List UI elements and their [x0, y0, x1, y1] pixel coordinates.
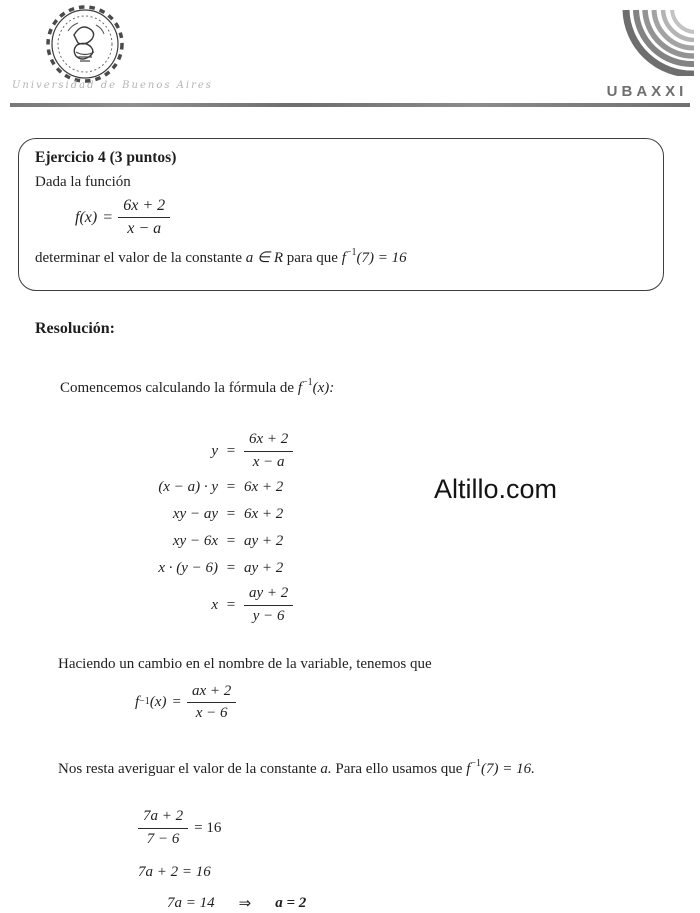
step3-constant: a. — [320, 761, 332, 777]
seal-caption: Universidad de Buenos Aires — [12, 80, 213, 91]
ubaxxi-wordmark: UBAXXI — [606, 83, 688, 100]
derivation-block — [124, 428, 293, 628]
implies-arrow: ⇒ — [238, 895, 252, 912]
ubaxxi-logo — [600, 8, 694, 100]
inverse-formula — [135, 683, 236, 723]
function-definition — [75, 197, 647, 239]
inverse-exponent: −1 — [345, 246, 357, 258]
equals-sign: = — [226, 533, 236, 549]
derivation-row: (x − a) · y = 6x + 2 — [158, 479, 284, 495]
final-result: a = 2 — [275, 894, 307, 911]
final-row-2: 7a + 2 = 16 — [138, 863, 211, 880]
derivation-row: xy − ay = 6x + 2 — [172, 506, 284, 522]
equals-sign: = — [226, 596, 236, 613]
question-text-1: determinar el valor de la constante — [35, 249, 242, 266]
final-row-3 — [138, 892, 306, 913]
inverse-f: f — [297, 380, 303, 396]
step3-text-1: Nos resta averiguar el valor de la constante — [58, 761, 317, 777]
final-computation — [138, 805, 306, 913]
derivation-row: y = $\frac{6x + 2}{x - a}$ — [124, 428, 293, 474]
solution-step3-text — [58, 759, 535, 778]
university-seal-icon — [30, 5, 140, 83]
university-seal — [30, 5, 140, 83]
question-text-2: para que — [286, 249, 338, 266]
watermark: Altillo.com — [434, 474, 558, 504]
question-condition: (7) = 16 — [356, 249, 407, 266]
fraction: $\frac{7a + 2}{7 - 6}$ — [138, 808, 188, 848]
equals-sign: = — [226, 442, 236, 459]
final-rhs-1: = 16 — [194, 819, 222, 836]
inverse-exponent: −1 — [139, 696, 150, 708]
fraction: $\frac{ay + 2}{y - 6}$ — [244, 585, 293, 625]
step3-condition: (7) = 16. — [481, 761, 535, 777]
solution-step2-text: Haciendo un cambio en el nombre de la variable, tenemos que — [58, 656, 432, 672]
solution-heading: Resolución: — [35, 320, 115, 337]
equals-sign: = — [172, 694, 181, 711]
solution-step1-text — [60, 378, 334, 397]
derivation-row: xy − 6x = ay + 2 — [172, 533, 284, 549]
equals-sign: = — [226, 479, 236, 495]
function-lhs: f(x) — [75, 208, 98, 226]
equals-sign: = — [226, 506, 236, 522]
step3-text-2: Para ello usamos que — [335, 761, 463, 777]
question-constant: a ∈ R — [245, 249, 283, 266]
function-fraction — [118, 197, 170, 239]
exercise-box — [18, 138, 664, 291]
equals-sign: = — [103, 208, 113, 226]
inverse-exponent: −1 — [470, 758, 482, 769]
final-row-1 — [138, 805, 306, 851]
inverse-arg: (x) — [149, 694, 167, 711]
header-divider — [10, 103, 690, 107]
derivation-row: x · (y − 6) = ay + 2 — [158, 560, 284, 576]
step1-arg: (x): — [312, 380, 335, 396]
inverse-f: f — [135, 694, 140, 711]
derivation-row: x = $\frac{ay + 2}{y - 6}$ — [124, 582, 293, 628]
fraction-numerator: 6x + 2 — [118, 197, 170, 218]
fraction: $\frac{6x + 2}{x - a}$ — [244, 431, 293, 471]
exercise-title: Ejercicio 4 (3 puntos) — [35, 149, 177, 166]
equals-sign: = — [226, 560, 236, 576]
exercise-intro: Dada la función — [35, 174, 131, 190]
fraction: $\frac{ax + 2}{x - 6}$ — [187, 683, 236, 723]
fraction-denominator: x − a — [127, 220, 162, 238]
inverse-f: f — [341, 249, 346, 266]
step1-text: Comencemos calculando la fórmula de — [60, 380, 295, 396]
final-lhs: 7a = 14 — [167, 894, 215, 911]
exercise-question — [35, 248, 647, 267]
inverse-f: f — [466, 761, 471, 777]
ubaxxi-arcs-icon — [600, 8, 694, 76]
inverse-exponent: −1 — [302, 377, 313, 388]
